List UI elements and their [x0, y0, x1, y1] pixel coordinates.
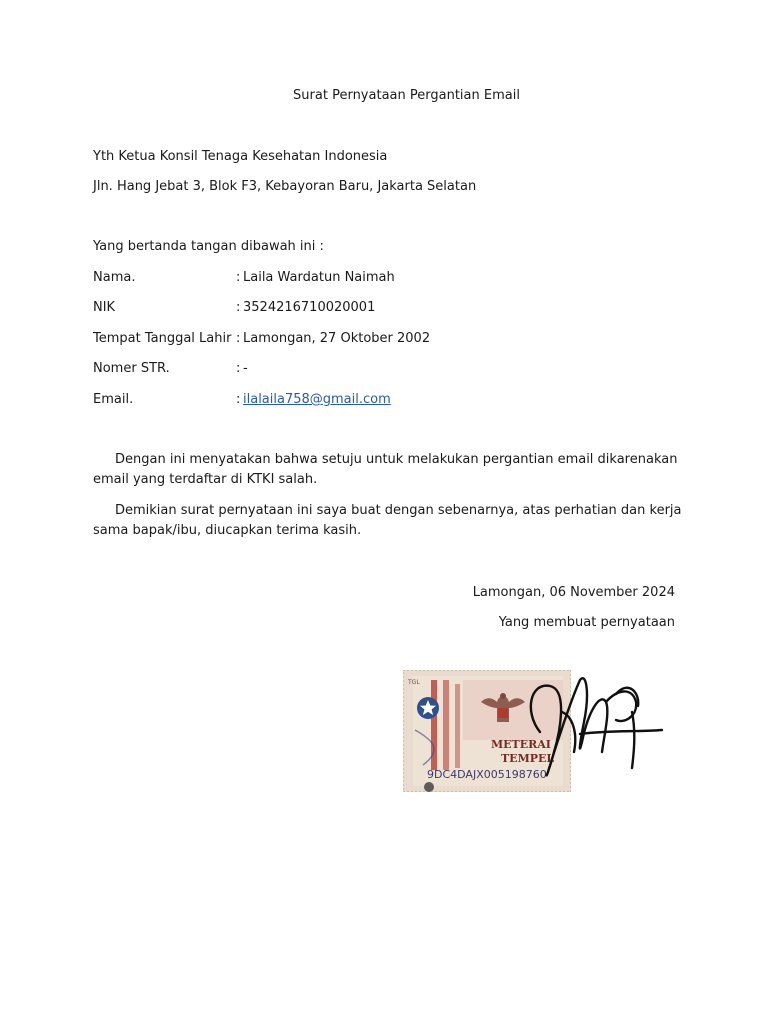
field-nama [93, 270, 395, 286]
paragraph-statement: Dengan ini menyatakan bahwa setuju untuk melakukan pergantian email dikarenakan email yang terdaftar di KTKI salah. [93, 452, 678, 487]
intro-line: Yang bertanda tangan dibawah ini : [93, 239, 324, 254]
stamp-band [443, 680, 449, 770]
field-value: Lamongan, 27 Oktober 2002 [243, 331, 431, 346]
field-str [93, 361, 248, 377]
field-separator: : [236, 392, 241, 407]
field-value: - [243, 361, 248, 376]
field-nik [93, 300, 375, 316]
field-label: Email. [93, 392, 134, 407]
field-label: Tempat Tanggal Lahir [93, 331, 232, 346]
field-value: 3524216710020001 [243, 300, 376, 315]
field-label: Nama. [93, 270, 136, 285]
field-email [93, 392, 391, 408]
stamp-serial: 9DC4DAJX005198760 [427, 768, 547, 781]
place-date: Lamongan, 06 November 2024 [472, 585, 675, 600]
stamp-text-line2: TEMPEL [501, 752, 555, 765]
recipient-line-2: Jln. Hang Jebat 3, Blok F3, Kebayoran Baru, Jakarta Selatan [93, 179, 477, 194]
field-label: NIK [93, 300, 116, 315]
signature-strokes [531, 678, 662, 775]
field-separator: : [236, 331, 241, 346]
email-link[interactable]: ilalaila758@gmail.com [243, 392, 391, 407]
stamp-text-line1: METERAI [491, 738, 551, 751]
field-separator: : [236, 300, 241, 315]
field-separator: : [236, 270, 241, 285]
signature-image [520, 672, 666, 788]
letter-title: Surat Pernyataan Pergantian Email [293, 88, 520, 103]
signatory-label: Yang membuat pernyataan [498, 615, 675, 630]
field-separator: : [236, 361, 241, 376]
recipient-line-1: Yth Ketua Konsil Tenaga Kesehatan Indonesia [93, 149, 388, 164]
field-birth [93, 331, 430, 347]
paragraph-closing: Demikian surat pernyataan ini saya buat dengan sebenarnya, atas perhatian dan kerja sama bapak/ibu, diucapkan terima kasih. [93, 503, 682, 538]
stamp-seal-icon [424, 782, 434, 792]
field-value: Laila Wardatun Naimah [243, 270, 395, 285]
field-label: Nomer STR. [93, 361, 170, 376]
stamp-mini-text: TGL [408, 679, 420, 686]
stamp-band [455, 684, 460, 768]
